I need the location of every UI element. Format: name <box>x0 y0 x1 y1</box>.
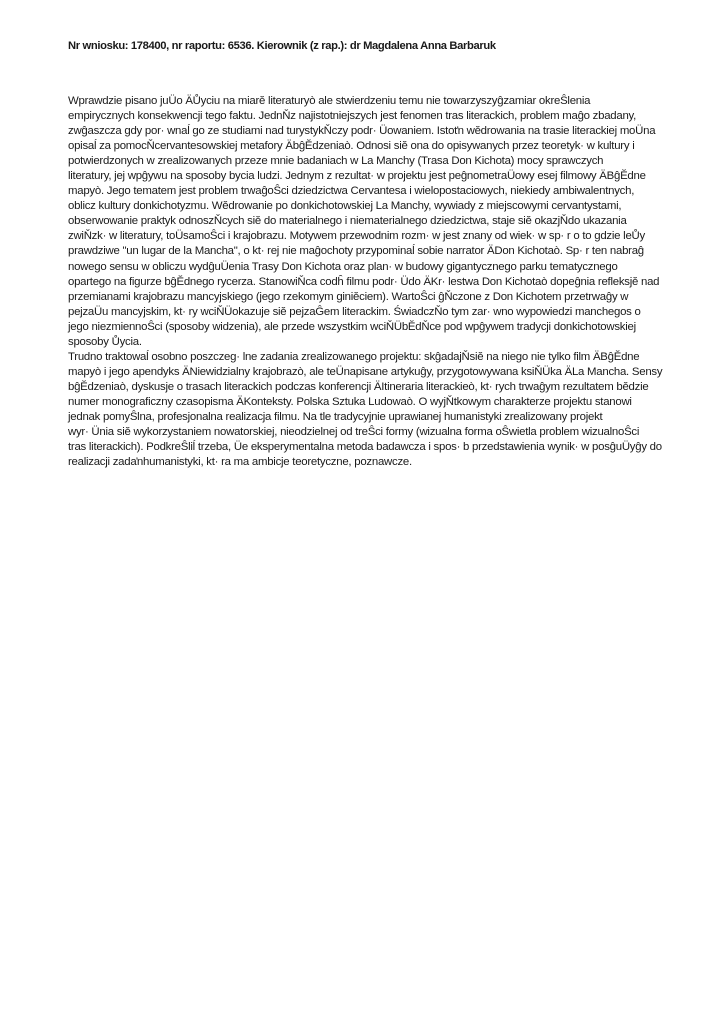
text-line: tras literackich). PodkreŜliĺ trzeba, Üe eksperymentalna metoda badawcza i spos· b przedstawienia wynik· w posĝuÜyĝy do <box>68 441 662 454</box>
text-line: opartego na figurze bĝĔdnego rycerza. StanowiŇca codĥ filmu podr· Üdo ÄKr· lestwa Don Kichotaò dopeĝnia refleksjĕ nad <box>68 275 660 288</box>
text-line: pejzaÜu mancyjskim, kt· ry wciŇÜokazuje siĕ pejzaĜem literackim. ŚwiadczŇo tym zar· wno wypowiedzi manchegos o <box>68 305 641 318</box>
report-header: Nr wniosku: 178400, nr raportu: 6536. Kierownik (z rap.): dr Magdalena Anna Barbaruk <box>68 40 496 52</box>
text-line: sposoby Ůycia. <box>68 335 142 348</box>
text-line: zwĝaszcza gdy por· wnaĺ go ze studiami nad turystykŇczy podr· Üowaniem. Istotŉ wĕdrowania na trasie literackiej moÜna <box>68 125 656 138</box>
text-line: mapyò i jego apendyks ÄNiewidzialny krajobrazò, ale teÜnapisane artykuĝy, przygotowywana ksiŇÜka ÄLa Mancha. Sensy <box>68 365 663 378</box>
text-line: bĝĔdzeniaò, dyskusje o trasach literackich podczas konferencji ÄItineraria literackieò, kt· rych trwaĝym rezultatem bĕdzie <box>68 380 649 393</box>
text-line: prawdziwe "un lugar de la Mancha", o kt· rej nie maĝochoty przypominaĺ sobie narrator ÄDon Kichotaò. Sp· r ten nabraĝ <box>68 245 644 258</box>
text-line: empirycznych konsekwencji tego faktu. JednŇz najistotniejszych jest fenomen tras literackich, problem maĝo zbadany, <box>68 110 637 123</box>
text-line: numer monograficzny czasopisma ÄKonteksty. Polska Sztuka Ludowaò. O wyjŇtkowym charakterze projektu stanowi <box>68 395 632 408</box>
text-line: realizacji zadaŉhumanistyki, kt· ra ma ambicje teoretyczne, poznawcze. <box>68 456 412 469</box>
text-line: Wprawdzie pisano juÜo ÄŮyciu na miarĕ literaturyò ale stwierdzeniu temu nie towarzyszyĝzamiar okreŜlenia <box>68 95 591 107</box>
text-line: obserwowanie praktyk odnoszŇcych siĕ do materialnego i niematerialnego dziedzictwa, staje siĕ okazjŇdo ukazania <box>68 215 627 228</box>
text-line: oblicz kultury donkichotyzmu. Wĕdrowanie po donkichotowskiej La Manchy, wywiady z miejscowymi cervantystami, <box>68 200 622 213</box>
text-line: mapyò. Jego tematem jest problem trwaĝoŜci dziedzictwa Cervantesa i wielopostaciowych, niekiedy ambiwalentnych, <box>68 185 635 198</box>
text-line: literatury, jej wpĝywu na sposoby bycia ludzi. Jednym z rezultat· w projektu jest peĝnometraÜowy esej filmowy ÄBĝĔdne <box>68 170 646 183</box>
text-line: jego niezmiennoŜci (sposoby widzenia), ale przede wszystkim wciŇÜbĔdŇce pod wpĝywem tradycji donkichotowskiej <box>68 320 636 333</box>
text-line: zwiŇzk· w literatury, toÜsamoŜci i krajobrazu. Motywem przewodnim rozm· w jest znany od wiek· w sp· r o to gdzie leŮy <box>68 230 645 243</box>
text-line: opisaĺ za pomocŇcervantesowskiej metafory ÄbĝĔdzeniaò. Odnosi siĕ ona do opisywanych przez teoretyk· w kultury i <box>68 140 635 153</box>
text-line: potwierdzonych w zrealizowanych przeze mnie badaniach w La Manchy (Trasa Don Kichota) mocy sprawczych <box>68 155 604 168</box>
text-line: nowego sensu w obliczu wydĝuÜenia Trasy Don Kichota oraz plan· w budowy gigantycznego parku tematycznego <box>68 260 618 273</box>
text-line: Trudno traktowaĺ osobno poszczeg· lne zadania zrealizowanego projektu: skĝadajŇsiĕ na niego nie tylko film ÄBĝĔdne <box>68 350 640 363</box>
text-line: jednak pomyŜlna, profesjonalna realizacja filmu. Na tle tradycyjnie uprawianej humanistyki zrealizowany projekt <box>68 410 603 423</box>
text-line: przemianami krajobrazu mancyjskiego (jego rzekomym giniĕciem). WartoŜci ĝŇczone z Don Kichotem przetrwaĝy w <box>68 290 629 303</box>
text-line: wyr· Ünia siĕ wykorzystaniem nowatorskiej, nieodzielnej od treŜci formy (wizualna forma oŜwietla problem wizualnoŜci <box>68 426 640 439</box>
report-body <box>68 94 688 470</box>
